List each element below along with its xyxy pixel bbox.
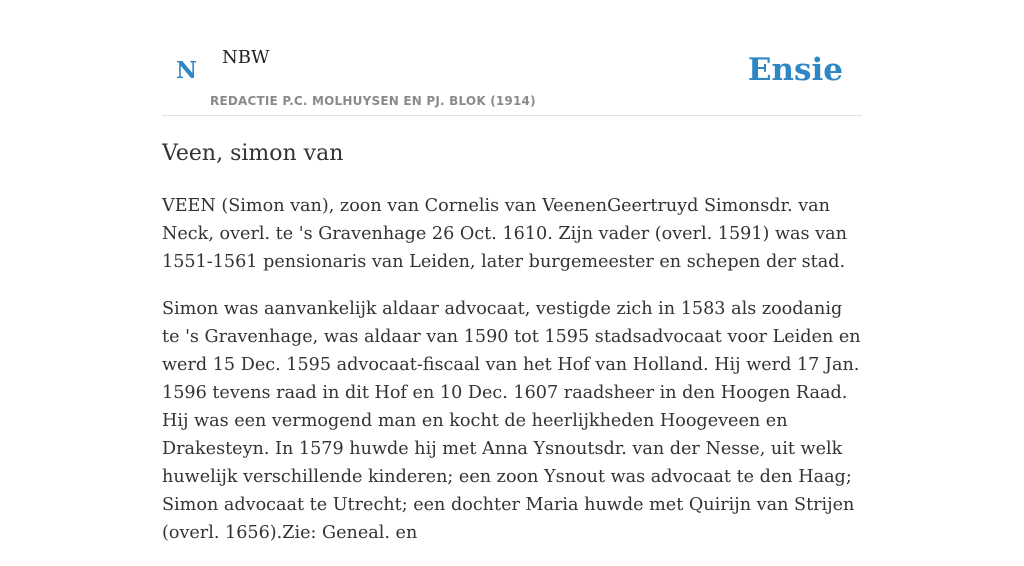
article-title: Veen, simon van (162, 141, 344, 166)
article-paragraph: VEEN (Simon van), zoon van Cornelis van VeenenGeertruyd Simonsdr. van Neck, overl. te 's Gravenhage 26 Oct. 1610. Zijn vader (overl. 1591) was van 1551-1561 pensionaris van Leiden, later burgemeester en schepen der stad. (162, 196, 847, 272)
source-logo-icon[interactable]: N (176, 57, 198, 84)
source-subtitle: REDACTIE P.C. MOLHUYSEN EN PJ. BLOK (1914) (210, 94, 536, 108)
article-paragraph: Simon was aanvankelijk aldaar advocaat, vestigde zich in 1583 als zoodanig te 's Gravenhage, was aldaar van 1590 tot 1595 stadsadvocaat voor Leiden en werd 15 Dec. 1595 advocaat-fiscaal van het Hof van Holland. Hij werd 17 Jan. 1596 tevens raad in dit Hof en 10 Dec. 1607 raadsheer in den Hoogen Raad. Hij was een vermogend man en kocht de heerlijkheden Hoogeveen en Drakesteyn. In 1579 huwde hij met Anna Ysnoutsdr. van der Nesse, uit welk huwelijk verschillende kinderen; een zoon Ysnout was advocaat te den Haag; Simon advocaat te Utrecht; een dochter Maria huwde met Quirijn van Strijen (overl. 1656).Zie: Geneal. en (162, 299, 861, 543)
source-header (162, 0, 862, 116)
brand-logo[interactable]: Ensie (747, 52, 843, 88)
article-body (162, 192, 862, 566)
source-title-link[interactable]: NBW (222, 47, 270, 68)
